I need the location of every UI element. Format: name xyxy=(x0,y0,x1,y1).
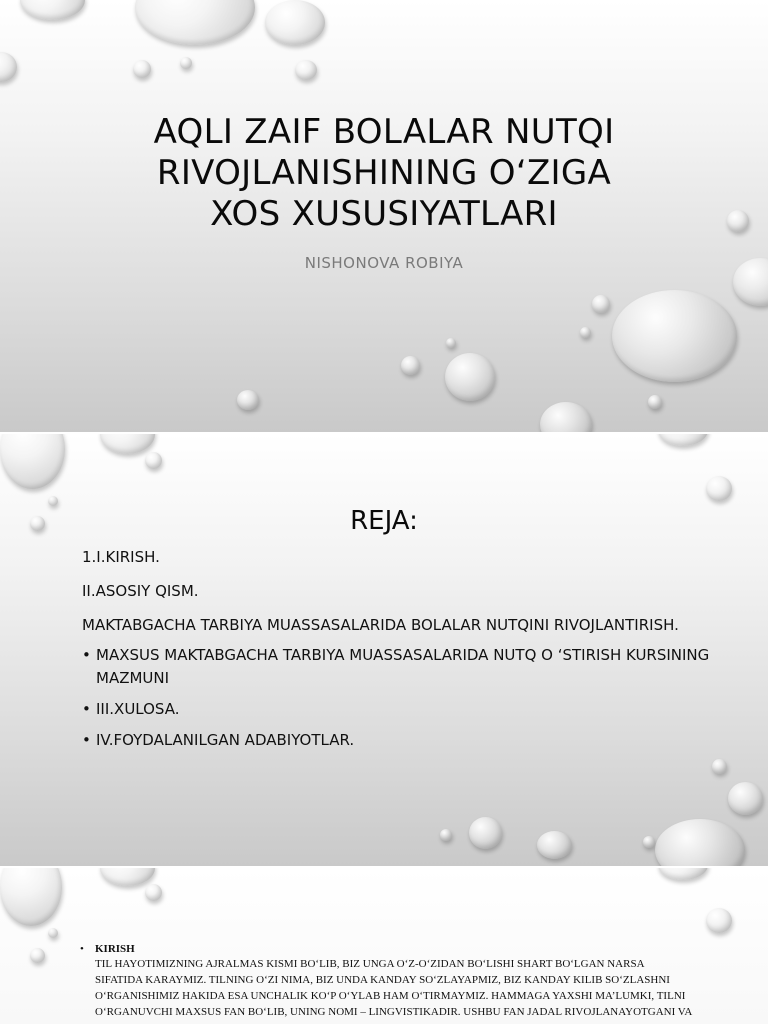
bullet-marker: • xyxy=(82,646,91,664)
water-drop-decoration xyxy=(727,210,749,232)
water-drop-decoration xyxy=(48,928,58,938)
heading-text: KIRISH xyxy=(95,943,135,955)
introduction-slide xyxy=(0,868,768,1024)
water-drop-decoration xyxy=(133,60,151,78)
introduction-content xyxy=(80,942,720,1020)
water-drop-decoration xyxy=(145,452,162,469)
paragraph-line: TIL HAYOTIMIZNING AJRALMAS KISMI BO‘LIB, BIZ UNGA O‘Z-O‘ZIDAN BO‘LISHI SHART BO‘LGAN NARSA xyxy=(95,958,645,970)
plan-item: 1.I.KIRISH. xyxy=(82,548,160,566)
water-drop-decoration xyxy=(100,868,155,886)
water-drop-decoration xyxy=(658,434,708,446)
plan-bullet-item xyxy=(82,698,732,721)
water-drop-decoration xyxy=(237,390,259,410)
water-drop-decoration xyxy=(733,258,768,306)
water-drop-decoration xyxy=(728,782,763,815)
plan-slide xyxy=(0,434,768,866)
author-name: NISHONOVA ROBIYA xyxy=(304,254,464,272)
water-drop-decoration xyxy=(180,57,192,69)
plan-title: REJA: xyxy=(350,506,418,536)
water-drop-decoration xyxy=(592,295,610,313)
plan-item: MAKTABGACHA TARBIYA MUASSASALARIDA BOLALAR NUTQINI RIVOJLANTIRISH. xyxy=(82,616,679,634)
plan-bullet-text: MAXSUS MAKTABGACHA TARBIYA MUASSASALARIDA NUTQ O ‘STIRISH KURSINING MAZMUNI xyxy=(96,646,710,687)
bullet-marker: • xyxy=(82,731,91,749)
water-drop-decoration xyxy=(0,434,65,489)
bullet-marker: • xyxy=(80,943,84,955)
water-drop-decoration xyxy=(401,356,420,375)
water-drop-decoration xyxy=(706,908,732,933)
paragraph-line: SIFATIDA KARAYMIZ. TILNING O‘ZI NIMA, BIZ UNDA KANDAY SO‘ZLAYAPMIZ, BIZ KANDAY KILIB SO‘ZLASHNI xyxy=(95,974,670,986)
plan-bullet-text: IV.FOYDALANILGAN ADABIYOTLAR. xyxy=(96,731,355,749)
water-drop-decoration xyxy=(706,476,732,501)
water-drop-decoration xyxy=(643,836,655,848)
section-heading xyxy=(80,942,720,956)
plan-list xyxy=(82,546,732,760)
water-drop-decoration xyxy=(655,819,745,866)
water-drop-decoration xyxy=(135,0,255,45)
water-drop-decoration xyxy=(295,60,317,80)
presentation-title xyxy=(84,112,684,235)
plan-bullet-item xyxy=(82,729,732,752)
water-drop-decoration xyxy=(30,948,45,963)
water-drop-decoration xyxy=(145,884,162,901)
water-drop-decoration xyxy=(612,290,737,382)
plan-item: II.ASOSIY QISM. xyxy=(82,582,199,600)
water-drop-decoration xyxy=(446,338,456,348)
title-line: XOS XUSUSIYATLARI xyxy=(210,194,558,234)
title-line: AQLI ZAIF BOLALAR NUTQI xyxy=(153,112,615,152)
water-drop-decoration xyxy=(580,327,591,338)
water-drop-decoration xyxy=(648,395,662,409)
water-drop-decoration xyxy=(0,868,62,926)
title-slide xyxy=(0,0,768,432)
title-line: RIVOJLANISHINING O‘ZIGA xyxy=(156,153,612,193)
paragraph-line: O‘RGANISHIMIZ HAKIDA ESA UNCHALIK KO‘P O‘YLAB HAM O‘TIRMAYMIZ. HAMMAGA YAXSHI MA’LUMKI, TILNI xyxy=(95,990,686,1002)
water-drop-decoration xyxy=(537,831,572,859)
water-drop-decoration xyxy=(20,0,85,20)
bullet-marker: • xyxy=(82,700,91,718)
plan-bullet-item xyxy=(82,644,732,690)
water-drop-decoration xyxy=(445,353,495,401)
water-drop-decoration xyxy=(100,434,155,454)
water-drop-decoration xyxy=(469,817,502,849)
plan-bullet-text: III.XULOSA. xyxy=(96,700,180,718)
water-drop-decoration xyxy=(658,868,708,880)
water-drop-decoration xyxy=(265,0,325,45)
water-drop-decoration xyxy=(0,52,17,82)
water-drop-decoration xyxy=(48,496,58,506)
water-drop-decoration xyxy=(712,759,727,774)
water-drop-decoration xyxy=(540,402,592,432)
paragraph-line: O‘RGANUVCHI MAXSUS FAN BO‘LIB, UNING NOMI – LINGVISTIKADIR. USHBU FAN JADAL RIVOJLANAYOTGANI VA xyxy=(95,1006,693,1018)
water-drop-decoration xyxy=(440,829,452,841)
